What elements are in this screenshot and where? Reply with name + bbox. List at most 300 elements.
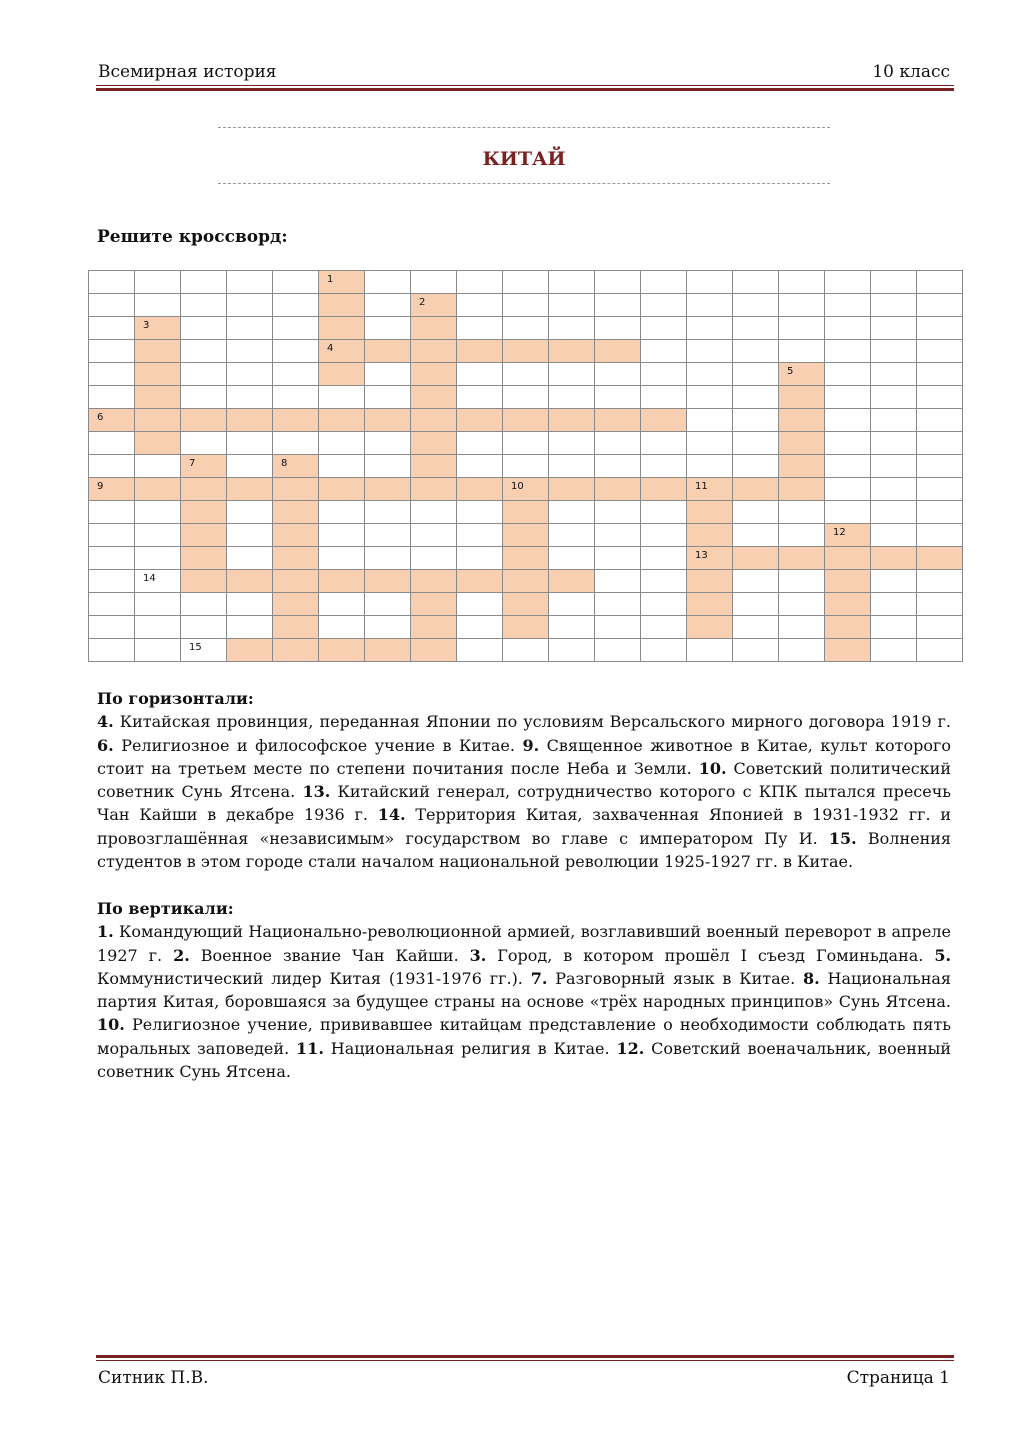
- crossword-cell: [318, 431, 365, 455]
- crossword-cell: [180, 316, 227, 340]
- crossword-cell: [364, 431, 411, 455]
- clue-number: 5.: [934, 945, 952, 965]
- crossword-answer-cell[interactable]: [318, 638, 365, 662]
- crossword-cell: [180, 385, 227, 409]
- crossword-answer-cell[interactable]: [502, 339, 549, 363]
- crossword-answer-cell[interactable]: [134, 385, 181, 409]
- across-clues: [97, 687, 951, 873]
- crossword-answer-cell[interactable]: [410, 293, 457, 317]
- crossword-cell: [226, 546, 273, 570]
- crossword-cell: [548, 270, 595, 294]
- clue-number: 9.: [522, 735, 540, 755]
- crossword-cell: [134, 592, 181, 616]
- crossword-cell: [870, 339, 917, 363]
- crossword-cell: [456, 615, 503, 639]
- crossword-cell: [916, 270, 963, 294]
- crossword-cell: [226, 339, 273, 363]
- clue-number: 5: [787, 366, 794, 377]
- crossword-answer-cell[interactable]: [410, 362, 457, 386]
- crossword-answer-cell[interactable]: [272, 638, 319, 662]
- crossword-cell: [502, 270, 549, 294]
- crossword-answer-cell[interactable]: [778, 362, 825, 386]
- crossword-answer-cell[interactable]: [318, 270, 365, 294]
- crossword-cell: [226, 431, 273, 455]
- crossword-answer-cell[interactable]: [272, 500, 319, 524]
- crossword-answer-cell[interactable]: [180, 546, 227, 570]
- crossword-answer-cell[interactable]: [686, 523, 733, 547]
- crossword-cell: [870, 408, 917, 432]
- crossword-cell: [88, 546, 135, 570]
- crossword-answer-cell[interactable]: [88, 408, 135, 432]
- crossword-answer-cell[interactable]: [272, 592, 319, 616]
- crossword-cell: [594, 362, 641, 386]
- crossword-answer-cell[interactable]: [456, 408, 503, 432]
- crossword-answer-cell[interactable]: [272, 523, 319, 547]
- clue-number: 7.: [530, 968, 548, 988]
- crossword-answer-cell[interactable]: [778, 408, 825, 432]
- across-clue-text: [97, 710, 951, 873]
- crossword-answer-cell[interactable]: [318, 408, 365, 432]
- crossword-cell: [134, 500, 181, 524]
- crossword-answer-cell[interactable]: [824, 569, 871, 593]
- crossword-answer-cell[interactable]: [456, 477, 503, 501]
- crossword-cell: [364, 362, 411, 386]
- crossword-cell: [778, 638, 825, 662]
- crossword-cell: [364, 523, 411, 547]
- crossword-cell: [364, 546, 411, 570]
- clue-number: 8: [281, 458, 288, 469]
- crossword-cell: [502, 454, 549, 478]
- clue-number: 6: [97, 412, 104, 423]
- crossword-cell: [732, 362, 779, 386]
- crossword-cell: [88, 592, 135, 616]
- crossword-cell: [456, 592, 503, 616]
- crossword-answer-cell[interactable]: [686, 592, 733, 616]
- crossword-answer-cell[interactable]: [548, 408, 595, 432]
- crossword-answer-cell[interactable]: [318, 339, 365, 363]
- crossword-cell: [410, 500, 457, 524]
- crossword-cell: [594, 500, 641, 524]
- crossword-cell: [548, 293, 595, 317]
- crossword-cell: [594, 316, 641, 340]
- crossword-cell: [226, 454, 273, 478]
- crossword-cell: [456, 523, 503, 547]
- crossword-cell: [870, 385, 917, 409]
- crossword-cell: [778, 615, 825, 639]
- crossword-cell: [640, 316, 687, 340]
- clue-number: 10: [511, 481, 524, 492]
- crossword-answer-cell[interactable]: [640, 477, 687, 501]
- crossword-cell: [686, 408, 733, 432]
- crossword-answer-cell[interactable]: [318, 477, 365, 501]
- crossword-cell: [778, 569, 825, 593]
- crossword-cell: [916, 638, 963, 662]
- crossword-answer-cell[interactable]: [226, 638, 273, 662]
- crossword-answer-cell[interactable]: [640, 408, 687, 432]
- crossword-cell: [272, 362, 319, 386]
- crossword-cell: [456, 638, 503, 662]
- crossword-cell: [226, 592, 273, 616]
- clue-number: 13.: [302, 782, 331, 802]
- crossword-cell: [640, 500, 687, 524]
- crossword-answer-cell[interactable]: [272, 477, 319, 501]
- crossword-cell: [778, 523, 825, 547]
- crossword-cell: [640, 454, 687, 478]
- crossword-answer-cell[interactable]: [318, 362, 365, 386]
- clue-number: 10.: [698, 758, 727, 778]
- clue-text: Китайская провинция, переданная Японии по условиям Версальского мирного договора 1919 г.: [113, 712, 951, 732]
- crossword-cell: [456, 454, 503, 478]
- crossword-cell: [134, 454, 181, 478]
- crossword-answer-cell[interactable]: [364, 638, 411, 662]
- crossword-answer-cell[interactable]: [180, 569, 227, 593]
- crossword-answer-cell[interactable]: [824, 615, 871, 639]
- clue-number: 12.: [616, 1038, 645, 1058]
- crossword-answer-cell[interactable]: [364, 339, 411, 363]
- crossword-answer-cell[interactable]: [410, 408, 457, 432]
- crossword-cell: [226, 500, 273, 524]
- clue-number: 2.: [173, 945, 190, 965]
- clue-text: Разговорный язык в Китае.: [547, 968, 804, 988]
- crossword-answer-cell[interactable]: [410, 454, 457, 478]
- crossword-cell: [870, 316, 917, 340]
- crossword-cell: [134, 569, 181, 593]
- crossword-cell: [640, 293, 687, 317]
- crossword-cell: [88, 385, 135, 409]
- crossword-answer-cell[interactable]: [180, 500, 227, 524]
- crossword-cell: [824, 500, 871, 524]
- crossword-answer-cell[interactable]: [502, 546, 549, 570]
- crossword-cell: [180, 592, 227, 616]
- crossword-cell: [88, 523, 135, 547]
- clue-number: 2: [419, 297, 426, 308]
- crossword-cell: [502, 316, 549, 340]
- clue-number: 15: [189, 642, 202, 653]
- crossword-answer-cell[interactable]: [778, 546, 825, 570]
- crossword-cell: [640, 638, 687, 662]
- crossword-cell: [502, 362, 549, 386]
- clue-number: 7: [189, 458, 196, 469]
- crossword-answer-cell[interactable]: [686, 615, 733, 639]
- crossword-cell: [824, 431, 871, 455]
- crossword-cell: [594, 592, 641, 616]
- crossword-cell: [732, 316, 779, 340]
- crossword-cell: [870, 362, 917, 386]
- crossword-cell: [88, 454, 135, 478]
- crossword-cell: [640, 523, 687, 547]
- crossword-answer-cell[interactable]: [456, 339, 503, 363]
- crossword-answer-cell[interactable]: [778, 454, 825, 478]
- crossword-answer-cell[interactable]: [778, 431, 825, 455]
- crossword-answer-cell[interactable]: [272, 546, 319, 570]
- crossword-answer-cell[interactable]: [824, 546, 871, 570]
- page-number: Страница 1: [846, 1368, 950, 1388]
- clue-text: Национальная религия в Китае.: [323, 1038, 617, 1058]
- crossword-cell: [548, 500, 595, 524]
- title-dash-top: [218, 127, 830, 128]
- crossword-cell: [916, 500, 963, 524]
- crossword-cell: [594, 385, 641, 409]
- page-title: КИТАЙ: [482, 148, 566, 170]
- crossword-cell: [640, 431, 687, 455]
- crossword-answer-cell[interactable]: [916, 546, 963, 570]
- crossword-cell: [318, 546, 365, 570]
- crossword-cell: [916, 454, 963, 478]
- crossword-answer-cell[interactable]: [824, 523, 871, 547]
- crossword-answer-cell[interactable]: [226, 408, 273, 432]
- crossword-cell: [686, 362, 733, 386]
- crossword-cell: [686, 316, 733, 340]
- crossword-answer-cell[interactable]: [686, 546, 733, 570]
- crossword-cell: [732, 293, 779, 317]
- clue-number: 3.: [469, 945, 487, 965]
- crossword-cell: [134, 638, 181, 662]
- crossword-cell: [456, 500, 503, 524]
- crossword-cell: [226, 615, 273, 639]
- crossword-cell: [364, 270, 411, 294]
- crossword-cell: [88, 638, 135, 662]
- crossword-cell: [640, 339, 687, 363]
- crossword-answer-cell[interactable]: [272, 454, 319, 478]
- crossword-cell: [870, 454, 917, 478]
- crossword-answer-cell[interactable]: [410, 339, 457, 363]
- crossword-cell: [916, 477, 963, 501]
- author-label: Ситник П.В.: [98, 1368, 209, 1388]
- crossword-cell: [732, 454, 779, 478]
- crossword-answer-cell[interactable]: [686, 500, 733, 524]
- crossword-cell: [916, 316, 963, 340]
- crossword-cell: [594, 546, 641, 570]
- crossword-cell: [732, 569, 779, 593]
- crossword-answer-cell[interactable]: [594, 408, 641, 432]
- crossword-cell: [640, 546, 687, 570]
- crossword-answer-cell[interactable]: [364, 569, 411, 593]
- crossword-answer-cell[interactable]: [410, 431, 457, 455]
- grade-label: 10 класс: [872, 62, 950, 82]
- crossword-cell: [548, 431, 595, 455]
- crossword-cell: [640, 615, 687, 639]
- footer-rule-thin: [96, 1360, 954, 1361]
- crossword-cell: [364, 615, 411, 639]
- crossword-answer-cell[interactable]: [272, 408, 319, 432]
- crossword-cell: [456, 270, 503, 294]
- crossword-cell: [548, 638, 595, 662]
- crossword-answer-cell[interactable]: [732, 477, 779, 501]
- crossword-cell: [640, 385, 687, 409]
- crossword-answer-cell[interactable]: [318, 293, 365, 317]
- crossword-cell: [318, 523, 365, 547]
- crossword-answer-cell[interactable]: [134, 477, 181, 501]
- clue-number: 1: [327, 274, 334, 285]
- clue-text: Командующий Национально-революционной армией, возглавивший военный переворот в апреле 1927 г.: [97, 922, 951, 965]
- crossword-answer-cell[interactable]: [686, 569, 733, 593]
- crossword-answer-cell[interactable]: [502, 523, 549, 547]
- crossword-cell: [502, 385, 549, 409]
- crossword-cell: [870, 523, 917, 547]
- crossword-cell: [410, 270, 457, 294]
- crossword-answer-cell[interactable]: [548, 339, 595, 363]
- crossword-cell: [226, 293, 273, 317]
- crossword-answer-cell[interactable]: [410, 638, 457, 662]
- crossword-cell: [318, 615, 365, 639]
- crossword-answer-cell[interactable]: [410, 385, 457, 409]
- crossword-cell: [686, 385, 733, 409]
- crossword-answer-cell[interactable]: [272, 615, 319, 639]
- crossword-cell: [502, 638, 549, 662]
- crossword-cell: [548, 546, 595, 570]
- crossword-cell: [686, 293, 733, 317]
- crossword-cell: [548, 385, 595, 409]
- crossword-answer-cell[interactable]: [778, 477, 825, 501]
- crossword-cell: [778, 592, 825, 616]
- crossword-cell: [548, 523, 595, 547]
- crossword-answer-cell[interactable]: [502, 569, 549, 593]
- crossword-answer-cell[interactable]: [502, 615, 549, 639]
- clue-number: 15.: [828, 828, 857, 848]
- crossword-answer-cell[interactable]: [226, 477, 273, 501]
- clue-number: 11.: [296, 1038, 324, 1058]
- crossword-cell: [272, 385, 319, 409]
- crossword-answer-cell[interactable]: [226, 569, 273, 593]
- crossword-cell: [364, 316, 411, 340]
- crossword-cell: [88, 615, 135, 639]
- crossword-answer-cell[interactable]: [732, 546, 779, 570]
- crossword-answer-cell[interactable]: [134, 431, 181, 455]
- crossword-answer-cell[interactable]: [180, 523, 227, 547]
- crossword-cell: [456, 316, 503, 340]
- clue-number: 13: [695, 550, 708, 561]
- crossword-answer-cell[interactable]: [272, 569, 319, 593]
- crossword-cell: [548, 454, 595, 478]
- clue-number: 4.: [97, 712, 114, 732]
- crossword-cell: [456, 293, 503, 317]
- clue-number: 6.: [97, 735, 114, 755]
- crossword-cell: [870, 270, 917, 294]
- crossword-answer-cell[interactable]: [410, 615, 457, 639]
- crossword-cell: [318, 500, 365, 524]
- crossword-answer-cell[interactable]: [410, 592, 457, 616]
- crossword-answer-cell[interactable]: [502, 500, 549, 524]
- crossword-answer-cell[interactable]: [134, 362, 181, 386]
- crossword-answer-cell[interactable]: [824, 592, 871, 616]
- crossword-answer-cell[interactable]: [180, 477, 227, 501]
- crossword-answer-cell[interactable]: [318, 569, 365, 593]
- crossword-grid: [88, 270, 963, 662]
- crossword-cell: [824, 385, 871, 409]
- clue-number: 10.: [97, 1015, 125, 1035]
- crossword-cell: [226, 385, 273, 409]
- crossword-cell: [732, 500, 779, 524]
- crossword-answer-cell[interactable]: [180, 454, 227, 478]
- crossword-answer-cell[interactable]: [502, 592, 549, 616]
- crossword-answer-cell[interactable]: [364, 408, 411, 432]
- crossword-cell: [548, 615, 595, 639]
- crossword-cell: [88, 362, 135, 386]
- crossword-answer-cell[interactable]: [594, 339, 641, 363]
- crossword-answer-cell[interactable]: [410, 569, 457, 593]
- crossword-cell: [824, 293, 871, 317]
- crossword-answer-cell[interactable]: [134, 316, 181, 340]
- crossword-answer-cell[interactable]: [594, 477, 641, 501]
- crossword-cell: [272, 270, 319, 294]
- crossword-cell: [410, 523, 457, 547]
- down-heading: По вертикали:: [97, 899, 234, 918]
- crossword-cell: [318, 385, 365, 409]
- clue-number: 12: [833, 527, 846, 538]
- crossword-answer-cell[interactable]: [824, 638, 871, 662]
- crossword-answer-cell[interactable]: [134, 339, 181, 363]
- crossword-answer-cell[interactable]: [180, 408, 227, 432]
- crossword-cell: [180, 615, 227, 639]
- footer-rule: [96, 1355, 954, 1358]
- crossword-cell: [916, 431, 963, 455]
- clue-number: 11: [695, 481, 708, 492]
- crossword-cell: [824, 454, 871, 478]
- crossword-cell: [180, 431, 227, 455]
- crossword-cell: [410, 546, 457, 570]
- clue-text: Советский военачальник, военный советник Сунь Ятсена.: [97, 1038, 952, 1082]
- crossword-answer-cell[interactable]: [456, 569, 503, 593]
- crossword-cell: [180, 293, 227, 317]
- crossword-answer-cell[interactable]: [410, 477, 457, 501]
- crossword-cell: [594, 431, 641, 455]
- crossword-cell: [364, 500, 411, 524]
- crossword-answer-cell[interactable]: [410, 316, 457, 340]
- crossword-cell: [824, 339, 871, 363]
- crossword-cell: [640, 270, 687, 294]
- crossword-cell: [870, 569, 917, 593]
- crossword-cell: [686, 270, 733, 294]
- clue-text: Город, в котором прошёл I съезд Гоминьдана.: [486, 945, 935, 965]
- crossword-cell: [88, 500, 135, 524]
- crossword-cell: [272, 316, 319, 340]
- crossword-cell: [732, 431, 779, 455]
- crossword-cell: [916, 385, 963, 409]
- crossword-cell: [226, 523, 273, 547]
- crossword-answer-cell[interactable]: [548, 477, 595, 501]
- crossword-cell: [778, 500, 825, 524]
- crossword-answer-cell[interactable]: [778, 385, 825, 409]
- crossword-answer-cell[interactable]: [548, 569, 595, 593]
- crossword-cell: [594, 270, 641, 294]
- crossword-answer-cell[interactable]: [364, 477, 411, 501]
- crossword-cell: [364, 293, 411, 317]
- crossword-cell: [732, 339, 779, 363]
- crossword-cell: [502, 293, 549, 317]
- crossword-cell: [686, 339, 733, 363]
- crossword-answer-cell[interactable]: [502, 477, 549, 501]
- crossword-answer-cell[interactable]: [870, 546, 917, 570]
- clue-number: 3: [143, 320, 150, 331]
- crossword-cell: [502, 431, 549, 455]
- crossword-answer-cell[interactable]: [686, 477, 733, 501]
- down-clues: [97, 897, 951, 1083]
- crossword-answer-cell[interactable]: [88, 477, 135, 501]
- crossword-cell: [686, 431, 733, 455]
- clue-number: 9: [97, 481, 104, 492]
- crossword-answer-cell[interactable]: [502, 408, 549, 432]
- crossword-cell: [732, 638, 779, 662]
- crossword-cell: [870, 638, 917, 662]
- crossword-cell: [870, 500, 917, 524]
- crossword-answer-cell[interactable]: [318, 316, 365, 340]
- clue-number: 14.: [377, 805, 406, 825]
- crossword-cell: [318, 454, 365, 478]
- crossword-cell: [318, 592, 365, 616]
- crossword-answer-cell[interactable]: [134, 408, 181, 432]
- clue-text: Территория Китая, захваченная Японией в 1931-1932 гг. и провозглашённая «независимым» государством во главе с императором Пу И.: [97, 805, 952, 848]
- crossword-cell: [916, 362, 963, 386]
